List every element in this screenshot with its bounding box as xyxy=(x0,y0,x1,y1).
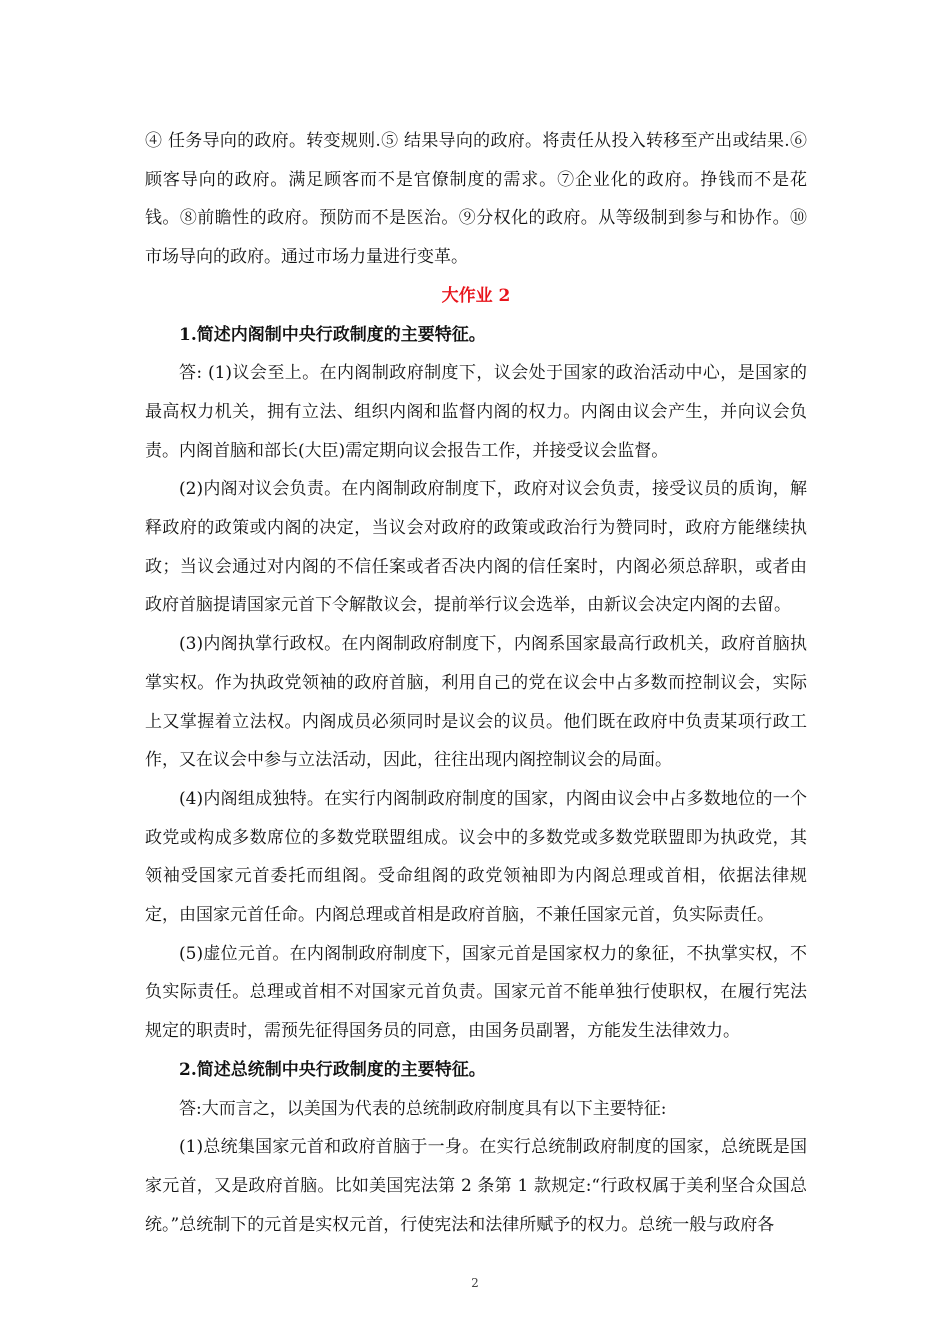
question-1-heading: 1.简述内阁制中央行政制度的主要特征。 xyxy=(179,324,486,345)
document-body xyxy=(145,122,807,1244)
q1-answer-paragraph-3: (3)内阁执掌行政权。在内阁制政府制度下，内阁系国家最高行政机关，政府首脑执掌实权。作为执政党领袖的政府首脑，利用自己的党在议会中占多数而控制议会，实际上又掌握着立法权。内阁成员必须同时是议会的议员。他们既在政府中负责某项行政工作，又在议会中参与立法活动，因此，往往出现内阁控制议会的局面。 xyxy=(145,634,807,771)
intro-paragraph: ④ 任务导向的政府。转变规则.⑤ 结果导向的政府。将责任从投入转移至产出或结果.⑥顾客导向的政府。满足顾客而不是官僚制度的需求。⑦企业化的政府。挣钱而不是花钱。⑧前瞻性的政府。预防而不是医治。⑨分权化的政府。从等级制到参与和协作。⑩市场导向的政府。通过市场力量进行变革。 xyxy=(145,131,807,268)
q1-answer-paragraph-2: (2)内阁对议会负责。在内阁制政府制度下，政府对议会负责，接受议员的质询，解释政府的政策或内阁的决定，当议会对政府的政策或政治行为赞同时，政府方能继续执政；当议会通过对内阁的不信任案或者否决内阁的信任案时，内阁必须总辞职，或者由政府首脑提请国家元首下令解散议会，提前举行议会选举，由新议会决定内阁的去留。 xyxy=(145,479,807,616)
q2-answer-paragraph-1: 答:大而言之，以美国为代表的总统制政府制度具有以下主要特征: xyxy=(179,1098,667,1119)
section-title: 大作业 2 xyxy=(441,285,511,306)
q2-answer-paragraph-2: (1)总统集国家元首和政府首脑于一身。在实行总统制政府制度的国家，总统既是国家元首，又是政府首脑。比如美国宪法第 2 条第 1 款规定:“行政权属于美利坚合众国总统。”总统制下的元首是实权元首，行使宪法和法律所赋予的权力。总统一般与政府各 xyxy=(145,1137,807,1235)
q1-answer-paragraph-4: (4)内阁组成独特。在实行内阁制政府制度的国家，内阁由议会中占多数地位的一个政党或构成多数席位的多数党联盟组成。议会中的多数党或多数党联盟即为执政党，其领袖受国家元首委托而组阁。受命组阁的政党领袖即为内阁总理或首相，依据法律规定，由国家元首任命。内阁总理或首相是政府首脑，不兼任国家元首，负实际责任。 xyxy=(145,788,807,926)
question-2-heading: 2.简述总统制中央行政制度的主要特征。 xyxy=(179,1059,486,1080)
q1-answer-paragraph-5: (5)虚位元首。在内阁制政府制度下，国家元首是国家权力的象征，不执掌实权，不负实际责任。总理或首相不对国家元首负责。国家元首不能单独行使职权，在履行宪法规定的职责时，需预先征得国务员的同意，由国务员副署，方能发生法律效力。 xyxy=(145,943,807,1042)
q1-answer-paragraph-1: 答: (1)议会至上。在内阁制政府制度下，议会处于国家的政治活动中心，是国家的最高权力机关，拥有立法、组织内阁和监督内阁的权力。内阁由议会产生，并向议会负责。内阁首脑和部长(大臣)需定期向议会报告工作，并接受议会监督。 xyxy=(145,363,807,461)
page-number: 2 xyxy=(471,1276,479,1290)
